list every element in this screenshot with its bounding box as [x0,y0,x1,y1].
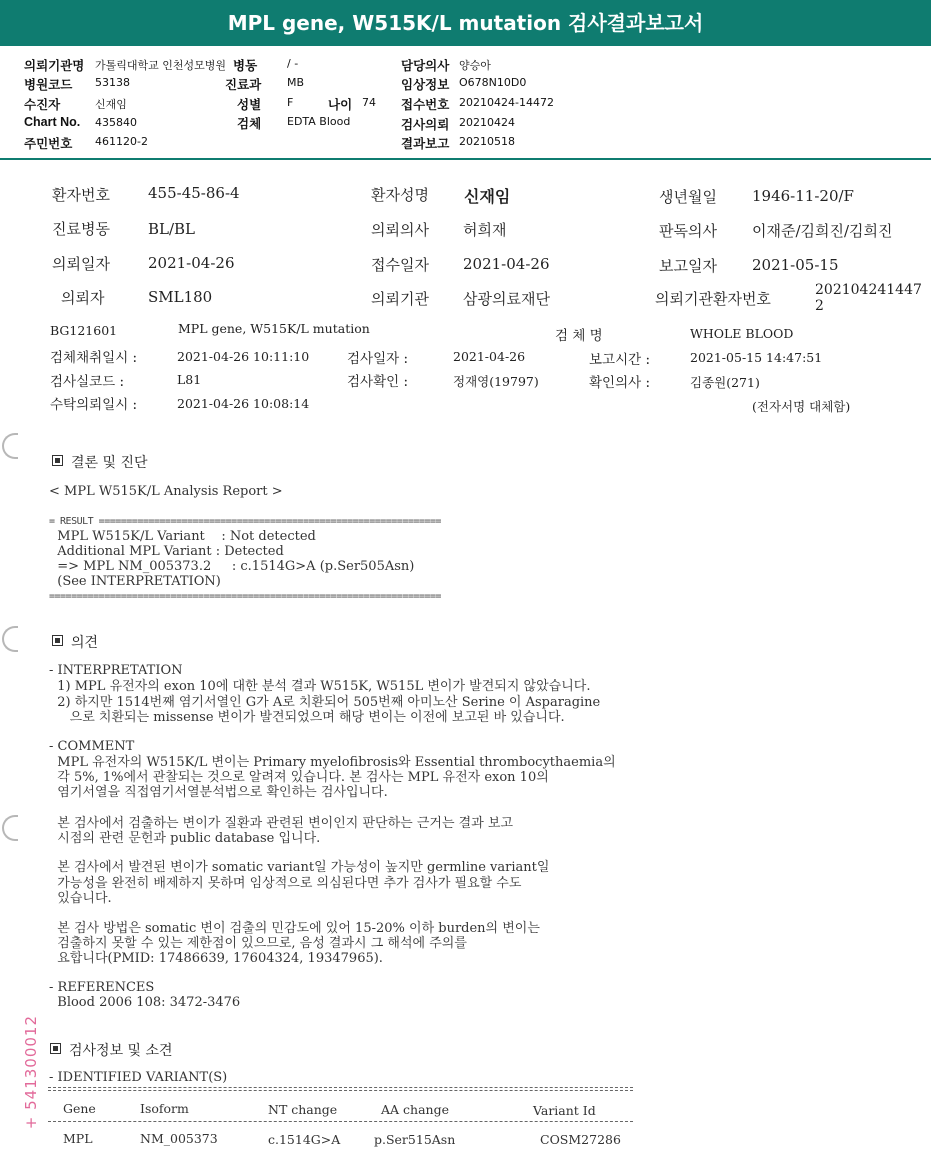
patient-label: 의뢰기관 [371,290,429,308]
patient-value: 삼광의료재단 [463,290,550,308]
header-label: 수진자 [24,98,61,112]
binder-curl [2,815,18,841]
patient-label: 환자성명 [371,186,429,204]
header-value: 74 [362,96,376,109]
header-value: 20210424-14472 [459,96,554,109]
test-name: MPL gene, W515K/L mutation [178,321,370,336]
references-heading: - REFERENCES [49,980,155,995]
table-rule [48,1121,633,1122]
patient-value: 455-45-86-4 [148,184,240,202]
header-value: 20210424 [459,116,515,129]
header-label: 임상정보 [401,78,450,92]
interpretation-line: 2) 하지만 1514번째 염기서열인 G가 A로 치환되어 505번째 아미노산 Serine 이 Asparagine [49,695,601,710]
table-cell: MPL [63,1131,93,1146]
header-label: 주민번호 [24,137,73,151]
patient-value: BL/BL [148,220,196,238]
patient-value: 2 [815,298,824,314]
meta-value: 2021-04-26 10:11:10 [177,349,310,364]
comment-heading: - COMMENT [49,739,135,754]
header-value: EDTA Blood [287,115,351,128]
binder-curl [2,433,18,459]
comment-line: 시점의 관련 문헌과 public database 입니다. [49,831,321,846]
report-title: MPL gene, W515K/L mutation 검사결과보고서 [227,11,704,35]
header-value: F [287,96,294,109]
result-row: => MPL NM_005373.2 : c.1514G>A (p.Ser505Asn) [49,559,415,574]
meta-label: 보고시간 : [589,352,651,368]
scanned-report [0,160,931,1164]
patient-label: 의뢰자 [61,289,105,307]
patient-value: 허희재 [463,221,507,239]
header-label: Chart No. [24,115,81,129]
header-label: 나이 [328,98,353,112]
patient-label: 진료병동 [52,220,110,238]
patient-label: 생년월일 [659,188,717,206]
meta-label: 검사확인 : [347,374,409,390]
comment-line: MPL 유전자의 W515K/L 변이는 Primary myelofibrosis와 Essential thrombocythaemia의 [49,755,616,770]
header-label: 병동 [233,59,258,73]
meta-label: 수탁의뢰일시 : [50,397,138,413]
meta-value: 정재영(19797) [453,374,539,389]
patient-value: 신재임 [464,187,511,206]
table-cell: c.1514G>A [268,1132,341,1147]
meta-label: 검체채취일시 : [50,350,138,366]
patient-label: 보고일자 [659,257,717,275]
meta-label: 검사일자 : [347,351,409,367]
section-square-icon [52,455,63,466]
side-barcode-number: + 541300012 [22,1015,40,1130]
patient-value: SML180 [148,288,213,306]
table-cell: COSM27286 [540,1132,621,1147]
interpretation-line: 1) MPL 유전자의 exon 10에 대한 분석 결과 W515K, W515L 변이가 발견되지 않았습니다. [49,679,591,694]
meta-label: 검사실코드 : [50,374,125,390]
table-cell: p.Ser515Asn [374,1132,456,1147]
meta-value: 2021-04-26 10:08:14 [177,396,310,411]
meta-label: 검 체 명 [555,328,603,344]
meta-label: 확인의사 : [589,375,651,391]
binder-curl [2,626,18,652]
header-label: 검사의뢰 [401,118,450,132]
interpretation-heading: - INTERPRETATION [49,663,183,678]
comment-line: 염기서열을 직접염기서열분석법으로 확인하는 검사입니다. [49,785,388,800]
header-value: 양승아 [459,59,491,72]
patient-label: 의뢰의사 [371,221,429,239]
result-row: Additional MPL Variant : Detected [49,544,284,559]
patient-label: 접수일자 [371,256,429,274]
comment-line: 검출하지 못할 수 있는 제한점이 있으므로, 음성 결과시 그 해석에 주의를 [49,936,467,951]
header-label: 담당의사 [401,59,450,73]
comment-line: 각 5%, 1%에서 관찰되는 것으로 알려져 있습니다. 본 검사는 MPL 유전자 exon 10의 [49,770,549,785]
patient-label: 의뢰기관환자번호 [655,290,771,308]
patient-label: 의뢰일자 [52,255,110,273]
header-label: 접수번호 [401,98,450,112]
comment-line: 본 검사에서 발견된 변이가 somatic variant일 가능성이 높지만 germline variant일 [49,860,550,875]
result-rule: = RESULT ============================================================== [49,516,441,527]
header-value: MB [287,76,305,89]
section-square-icon [50,1043,61,1054]
patient-value: 2021-04-26 [463,255,550,273]
test-code: BG121601 [50,323,118,338]
result-row: (See INTERPRETATION) [49,574,221,589]
meta-value: 2021-04-26 [453,349,526,364]
table-rule [48,1090,633,1091]
section-square-icon [52,635,63,646]
header-label: 의뢰기관명 [24,59,85,73]
comment-line: 본 검사 방법은 somatic 변이 검출의 민감도에 있어 15-20% 이하 burden의 변이는 [49,921,540,936]
reference-line: Blood 2006 108: 3472-3476 [49,995,241,1010]
section-title: 검사정보 및 소견 [69,1043,173,1059]
table-header: Gene [63,1101,96,1116]
patient-value: 1946-11-20/F [752,187,854,205]
section-test-info [50,1040,173,1060]
variant-heading: - IDENTIFIED VARIANT(S) [49,1070,228,1085]
comment-line: 가능성을 완전히 배제하지 못하며 임상적으로 의심된다면 추가 검사가 필요할 수도 [49,876,522,891]
header-label: 결과보고 [401,137,450,151]
header-value: O678N10D0 [459,76,527,89]
section-title: 결론 및 진단 [71,455,148,471]
header-value: 461120-2 [95,135,148,148]
patient-label: 환자번호 [52,186,110,204]
esign-note: (전자서명 대체함) [752,399,851,414]
result-end-rule: ======================================================================= [49,591,441,602]
comment-line: 본 검사에서 검출하는 변이가 질환과 관련된 변이인지 판단하는 근거는 결과 보고 [49,816,514,831]
patient-label: 판독의사 [659,222,717,240]
table-cell: NM_005373 [140,1131,218,1146]
section-conclusion [52,452,148,472]
report-heading: < MPL W515K/L Analysis Report > [49,484,283,499]
patient-value: 이재준/김희진/김희진 [752,222,893,240]
header-label: 진료과 [225,78,262,92]
meta-value: 2021-05-15 14:47:51 [690,350,823,365]
header-label: 검체 [237,117,262,131]
interpretation-line: 으로 치환되는 missense 변이가 발견되었으며 해당 변이는 이전에 보고된 바 있습니다. [49,710,565,725]
section-opinion [52,632,98,652]
section-title: 의견 [71,635,99,651]
meta-value: WHOLE BLOOD [690,326,794,341]
result-row: MPL W515K/L Variant : Not detected [49,529,316,544]
report-title-bar [0,0,931,46]
header-label: 성별 [237,98,262,112]
comment-line: 있습니다. [49,891,112,906]
patient-value: 2021-05-15 [752,256,839,274]
header-value: 신재임 [95,98,127,111]
comment-line: 요합니다(PMID: 17486639, 17604324, 19347965). [49,951,383,966]
table-header: NT change [268,1102,338,1117]
header-value: 가톨릭대학교 인천성모병원 [95,59,227,72]
patient-value: 202104241447 [815,282,922,298]
meta-value: L81 [177,372,202,387]
header-label: 병원코드 [24,78,73,92]
header-value: 20210518 [459,135,515,148]
table-rule [48,1087,633,1088]
header-value: 53138 [95,76,130,89]
table-header: Variant Id [533,1103,596,1118]
header-value: / - [287,57,299,70]
table-header: AA change [381,1102,449,1117]
header-value: 435840 [95,116,137,129]
meta-value: 김종원(271) [690,375,760,390]
request-header [0,48,931,158]
table-header: Isoform [140,1101,189,1116]
patient-value: 2021-04-26 [148,254,235,272]
